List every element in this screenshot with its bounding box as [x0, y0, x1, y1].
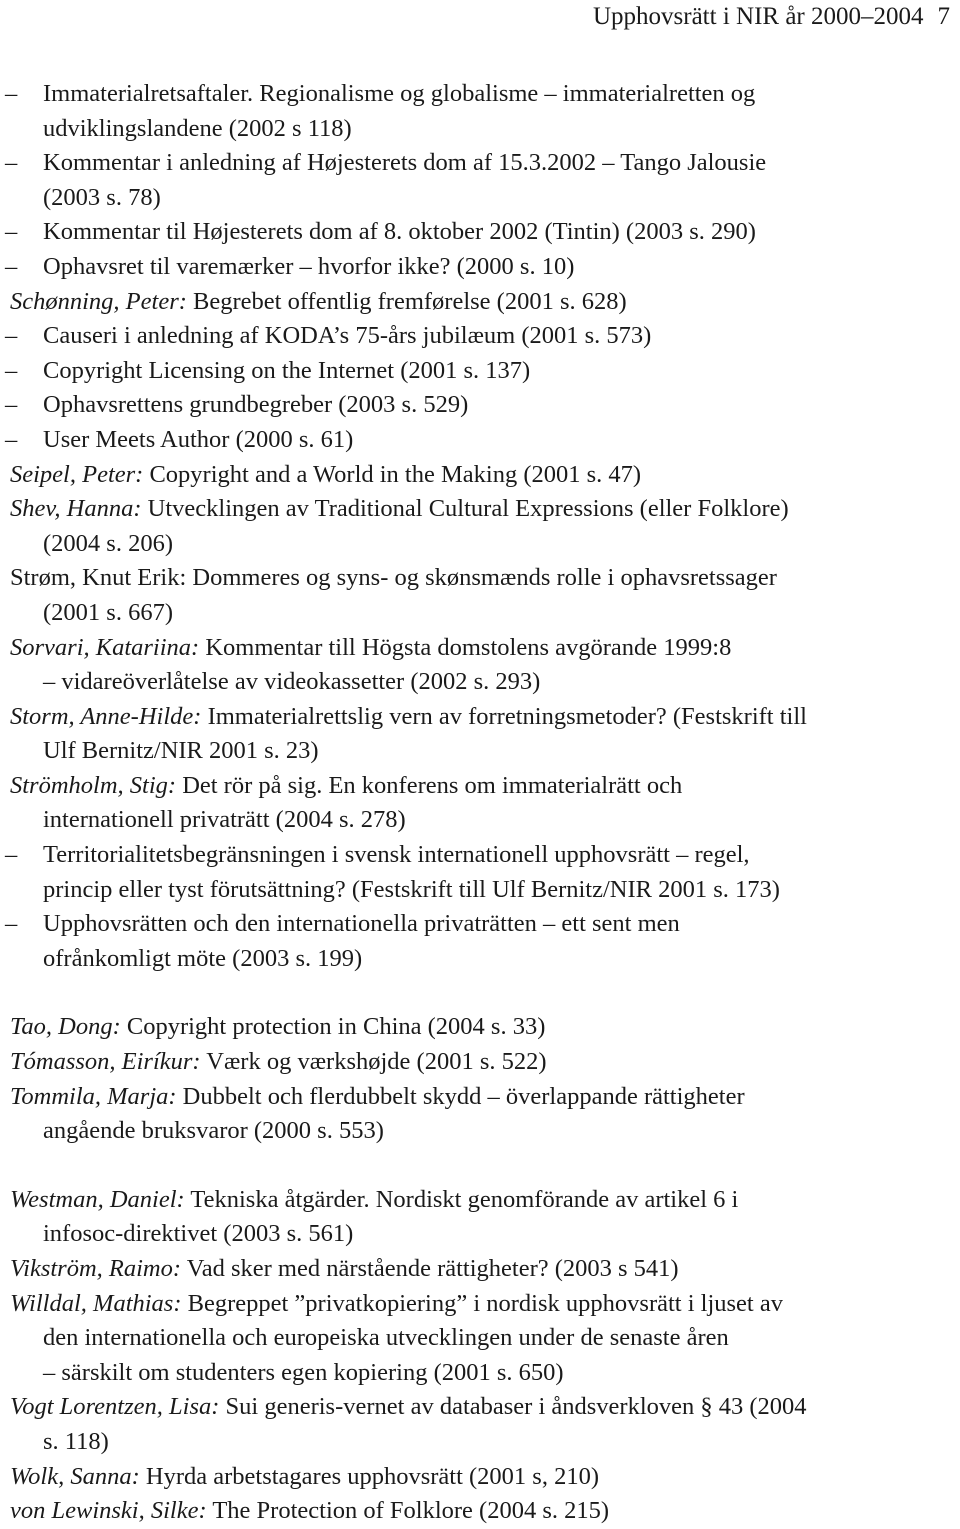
entry-author: Shev, Hanna: [10, 495, 142, 523]
entry-line: Det rör på sig. En konferens om immaterialrätt och [182, 771, 683, 799]
entry-line: Ophavsrettens grundbegreber (2003 s. 529) [43, 391, 469, 419]
entry-dash: – [5, 356, 18, 384]
bibliography-entry [5, 1010, 960, 1045]
entry-author: Vikström, Raimo: [10, 1255, 182, 1282]
entry-line: Upphovsrätten och den internationella privaträtten – ett sent men [43, 910, 680, 938]
bibliography-entry [5, 250, 960, 285]
bibliography-entry [5, 1183, 960, 1252]
entry-dash: – [5, 80, 18, 107]
bibliography-entry [5, 388, 960, 423]
entry-dash: – [5, 149, 18, 177]
entry-dash: – [5, 322, 18, 350]
entry-line: princip eller tyst förutsättning? (Festskrift till Ulf Bernitz/NIR 2001 s. 173) [43, 875, 780, 903]
entry-author: Seipel, Peter: [10, 460, 144, 488]
entry-author: Westman, Daniel: [10, 1185, 185, 1213]
entry-line: Territorialitetsbegränsningen i svensk internationell upphovsrätt – regel, [43, 841, 750, 869]
entry-author: Storm, Anne-Hilde: [10, 702, 202, 730]
bibliography-entry [5, 561, 960, 630]
running-header [593, 0, 950, 34]
entry-author: Sorvari, Katariina: [10, 633, 200, 661]
entry-author: Tómasson, Eiríkur: [10, 1048, 201, 1076]
entry-dash: – [5, 391, 18, 419]
entry-line: Immaterialretsaftaler. Regionalisme og globalisme – immaterialretten og [43, 80, 756, 107]
entry-line: Kommentar til Højesterets dom af 8. oktober 2002 (Tintin) (2003 s. 290) [43, 218, 756, 246]
entry-author: Willdal, Mathias: [10, 1289, 182, 1317]
entry-author: Schønning, Peter: [10, 287, 187, 315]
entry-dash: – [5, 425, 18, 453]
entry-line: (2003 s. 78) [43, 183, 161, 211]
entry-line: (2001 s. 667) [43, 598, 173, 626]
bibliography-entry [5, 492, 960, 561]
entry-line: Kommentar till Högsta domstolens avgörande 1999:8 [205, 633, 732, 661]
entry-dash: – [5, 910, 18, 938]
bibliography-entry [5, 354, 960, 389]
entry-line: The Protection of Folklore (2004 s. 215) [212, 1497, 610, 1525]
bibliography-entry [5, 146, 960, 215]
bibliography-entry [5, 1080, 960, 1149]
bibliography-entry [5, 1287, 960, 1391]
entry-line: Strøm, Knut Erik: Dommeres og syns- og skønsmænds rolle i ophavsretssager [10, 564, 777, 592]
entry-line: Utvecklingen av Traditional Cultural Expressions (eller Folklore) [147, 495, 789, 523]
entry-line: Hyrda arbetstagares upphovsrätt (2001 s, 210) [145, 1462, 600, 1490]
entry-line: Begreppet ”privatkopiering” i nordisk upphovsrätt i ljuset av [187, 1289, 783, 1317]
entry-line: Vad sker med närstående rättigheter? (2003 s 541) [186, 1255, 679, 1282]
entry-line: Causeri i anledning af KODA’s 75-års jubilæum (2001 s. 573) [43, 322, 652, 350]
entry-author: Tommila, Marja: [10, 1082, 177, 1110]
entry-line: Ulf Bernitz/NIR 2001 s. 23) [43, 737, 319, 765]
bibliography-entry [5, 769, 960, 838]
entry-line: Begrebet offentlig fremførelse (2001 s. 628) [193, 287, 627, 315]
entry-line: Værk og værkshøjde (2001 s. 522) [206, 1048, 547, 1076]
page-number: 7 [937, 3, 950, 30]
entry-line: den internationella och europeiska utvecklingen under de senaste åren [43, 1324, 729, 1352]
entry-line: Kommentar i anledning af Højesterets dom af 15.3.2002 – Tango Jalousie [43, 149, 767, 177]
bibliography-list [0, 77, 960, 1529]
entry-line: Copyright and a World in the Making (2001 s. 47) [149, 460, 642, 488]
bibliography-entry [5, 1045, 960, 1080]
bibliography-entry [5, 423, 960, 458]
entry-dash: – [5, 841, 18, 869]
bibliography-entry [5, 458, 960, 493]
bibliography-entry [5, 319, 960, 354]
bibliography-entry [5, 700, 960, 769]
bibliography-entry [5, 285, 960, 320]
bibliography-entry [5, 1460, 960, 1495]
bibliography-entry [5, 215, 960, 250]
entry-line: udviklingslandene (2002 s 118) [43, 114, 352, 142]
entry-author: Wolk, Sanna: [10, 1462, 140, 1490]
entry-line: Immaterialrettslig vern av forretningsmetoder? (Festskrift till [207, 702, 807, 730]
entry-line: Copyright Licensing on the Internet (2001 s. 137) [43, 356, 531, 384]
entry-line: s. 118) [43, 1427, 109, 1455]
header-title: Upphovsrätt i NIR år 2000–2004 [592, 3, 924, 30]
bibliography-entry [5, 907, 960, 976]
entry-author: Vogt Lorentzen, Lisa: [10, 1393, 220, 1421]
entry-author: Strömholm, Stig: [10, 771, 177, 799]
entry-line: Dubbelt och flerdubbelt skydd – överlappande rättigheter [182, 1082, 745, 1110]
entry-author: Tao, Dong: [10, 1013, 121, 1041]
entry-line: Copyright protection in China (2004 s. 33) [126, 1013, 546, 1041]
bibliography-entry [5, 1494, 960, 1529]
bibliography-entry [5, 1252, 960, 1287]
entry-line: internationell privaträtt (2004 s. 278) [43, 806, 406, 834]
entry-line: Sui generis-vernet av databaser i åndsverkloven § 43 (2004 [225, 1393, 807, 1421]
entry-line: – särskilt om studenters egen kopiering (2001 s. 650) [43, 1358, 564, 1386]
entry-line: ofrånkomligt möte (2003 s. 199) [43, 944, 363, 972]
entry-dash: – [5, 252, 18, 280]
entry-dash: – [5, 218, 18, 246]
entry-line: Tekniska åtgärder. Nordiskt genomförande av artikel 6 i [190, 1185, 739, 1213]
bibliography-entry [5, 631, 960, 700]
entry-line: infosoc-direktivet (2003 s. 561) [43, 1220, 354, 1248]
entry-line: – vidareöverlåtelse av videokassetter (2002 s. 293) [43, 668, 541, 696]
entry-line: User Meets Author (2000 s. 61) [43, 425, 354, 453]
bibliography-entry [5, 1390, 960, 1459]
entry-line: angående bruksvaror (2000 s. 553) [43, 1117, 384, 1145]
entry-author: von Lewinski, Silke: [10, 1497, 207, 1525]
bibliography-entry [5, 838, 960, 907]
entry-line: (2004 s. 206) [43, 529, 173, 557]
entry-line: Ophavsret til varemærker – hvorfor ikke? (2000 s. 10) [43, 252, 575, 280]
bibliography-entry [5, 77, 960, 146]
